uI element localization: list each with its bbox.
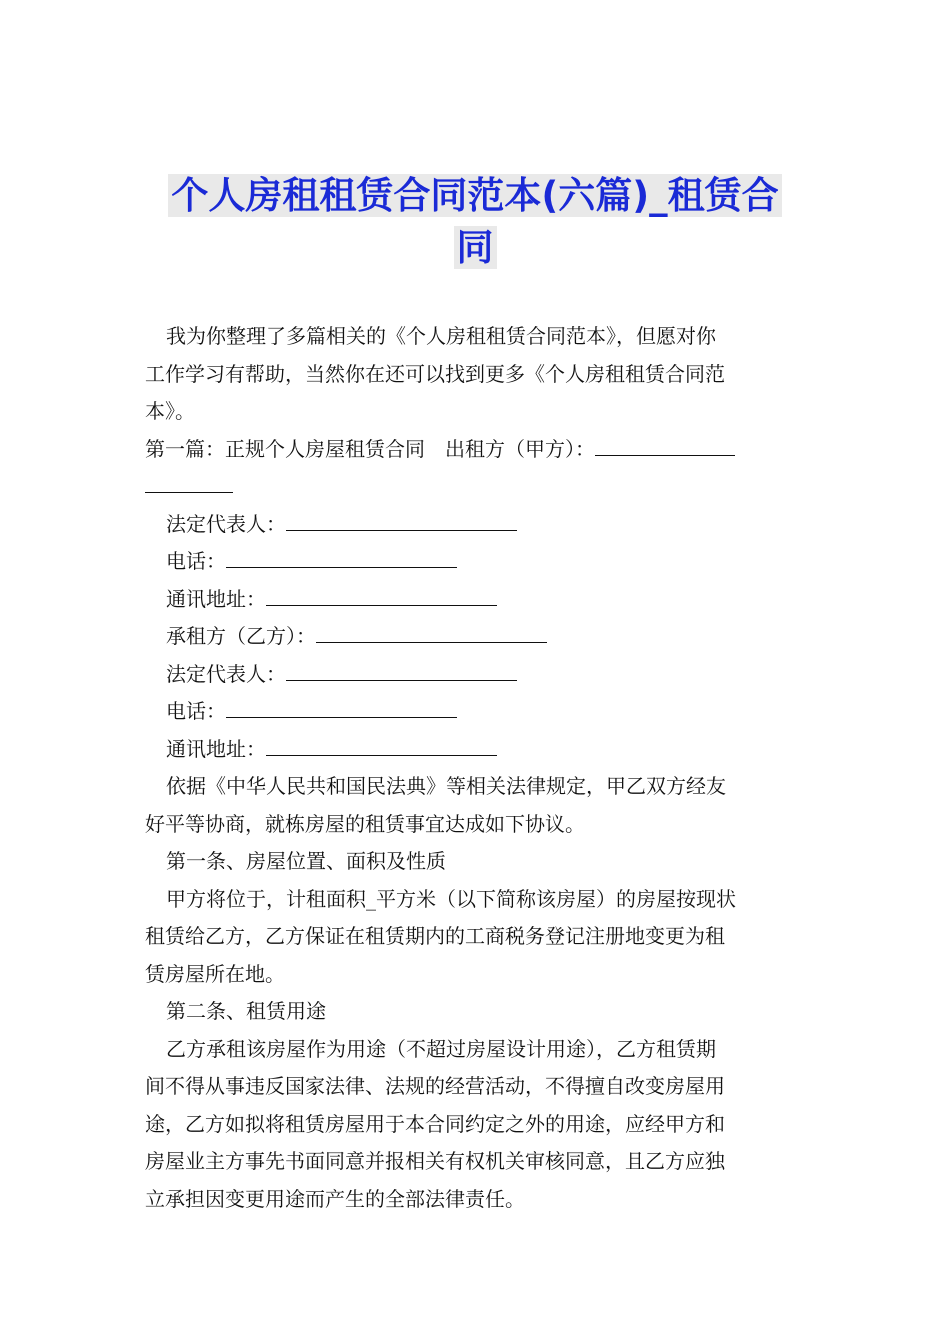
article1-title: 第一条、房屋位置、面积及性质 xyxy=(166,849,446,873)
field-blank xyxy=(286,508,517,531)
article2-line-5: 立承担因变更用途而产生的全部法律责任。 xyxy=(145,1186,525,1211)
field-label: 电话： xyxy=(166,549,226,573)
title-line-2: 同 xyxy=(454,226,497,269)
field-label: 承租方（乙方）： xyxy=(166,624,316,648)
field-blank xyxy=(286,658,517,681)
field-label: 电话： xyxy=(166,699,226,723)
field-label: 法定代表人： xyxy=(166,511,286,536)
document-title xyxy=(150,170,800,274)
field-row xyxy=(145,581,807,619)
field-label: 通讯地址： xyxy=(166,736,266,761)
field-label: 法定代表人： xyxy=(166,661,286,686)
lessor-blank xyxy=(595,433,735,456)
field-row xyxy=(145,693,807,731)
intro-line-2: 工作学习有帮助，当然你在还可以找到更多《个人房租租赁合同范 xyxy=(145,361,725,386)
field-row xyxy=(145,656,807,694)
field-row xyxy=(145,543,807,581)
document-body xyxy=(145,318,807,1218)
article1-line-1: 甲方将位于，计租面积_平方米（以下简称该房屋）的房屋按现状 xyxy=(166,886,736,911)
field-row xyxy=(145,731,807,769)
lessor-blank-continued-line xyxy=(145,468,807,506)
intro-line-3: 本》。 xyxy=(145,399,195,423)
lessor-blank-continued xyxy=(145,470,233,493)
basis-line-2: 好平等协商，就栋房屋的租赁事宜达成如下协议。 xyxy=(145,811,585,836)
field-blank xyxy=(266,733,497,756)
article2-line-2: 间不得从事违反国家法律、法规的经营活动，不得擅自改变房屋用 xyxy=(145,1074,725,1098)
field-label: 通讯地址： xyxy=(166,586,266,611)
field-blank xyxy=(226,695,457,718)
article2-line-3: 途，乙方如拟将租赁房屋用于本合同约定之外的用途，应经甲方和 xyxy=(145,1111,725,1136)
basis-line-1: 依据《中华人民共和国民法典》等相关法律规定，甲乙双方经友 xyxy=(166,774,726,798)
field-blank xyxy=(266,583,497,606)
article2-title: 第二条、租赁用途 xyxy=(166,999,326,1023)
article2-line-4: 房屋业主方事先书面同意并报相关有权机关审核同意，且乙方应独 xyxy=(145,1149,725,1173)
section1-heading: 第一篇：正规个人房屋租赁合同 出租方（甲方）： xyxy=(145,436,595,461)
field-row xyxy=(145,506,807,544)
title-line-1: 个人房租租赁合同范本(六篇)_租赁合 xyxy=(168,174,781,217)
field-row xyxy=(145,618,807,656)
section1-heading-line xyxy=(145,431,807,469)
article1-line-2: 租赁给乙方，乙方保证在租赁期内的工商税务登记注册地变更为租 xyxy=(145,924,725,948)
article2-line-1: 乙方承租该房屋作为用途（不超过房屋设计用途），乙方租赁期 xyxy=(166,1036,716,1061)
article1-line-3: 赁房屋所在地。 xyxy=(145,961,285,986)
field-blank xyxy=(226,545,457,568)
field-blank xyxy=(316,620,547,643)
intro-line-1: 我为你整理了多篇相关的《个人房租租赁合同范本》，但愿对你 xyxy=(166,324,716,348)
